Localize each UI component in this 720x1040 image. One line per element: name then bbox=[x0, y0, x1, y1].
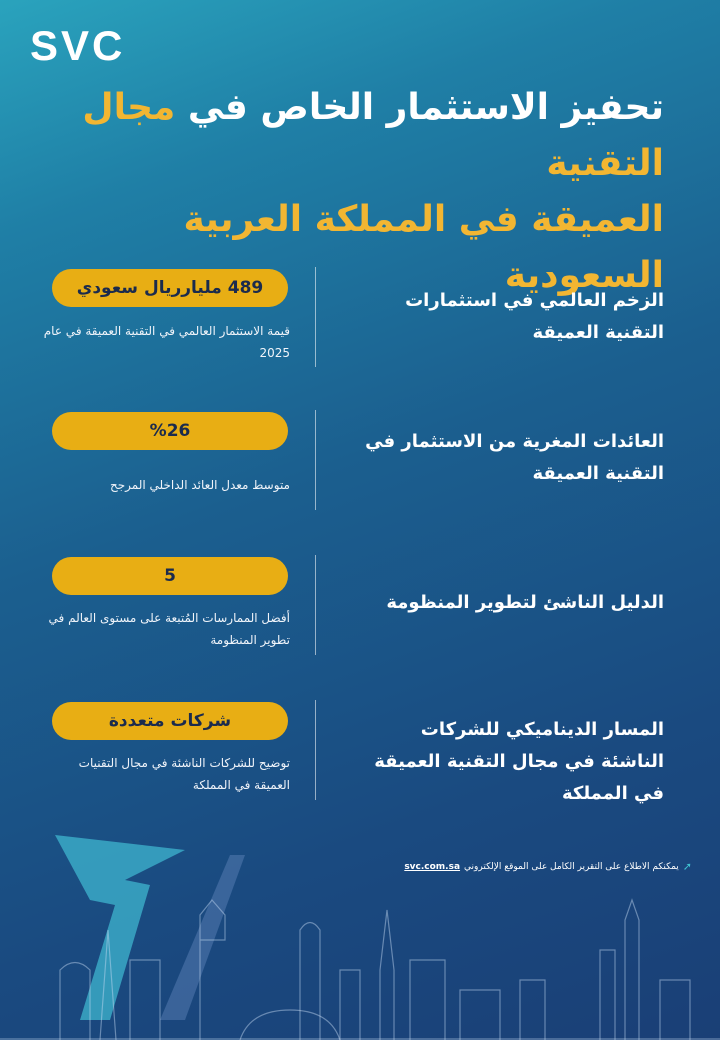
value-pill: %26 bbox=[52, 412, 288, 450]
row-divider bbox=[315, 267, 316, 367]
stat-row-2 bbox=[0, 410, 720, 510]
row-divider bbox=[315, 700, 316, 800]
row-description: توضيح للشركات الناشئة في مجال التقنيات العميقة في المملكة bbox=[78, 756, 290, 792]
row-divider bbox=[315, 410, 316, 510]
value-pill: 5 bbox=[52, 557, 288, 595]
row-description: متوسط معدل العائد الداخلي المرجح bbox=[110, 478, 290, 492]
stat-row-4 bbox=[0, 700, 720, 804]
row-title: المسار الديناميكي للشركات الناشئة في مجال التقنية العميقة في المملكة bbox=[374, 719, 664, 804]
skyline-illustration bbox=[0, 820, 720, 1040]
row-divider bbox=[315, 555, 316, 655]
check-emblem-shape bbox=[55, 835, 185, 1020]
value-pill: شركات متعددة bbox=[52, 702, 288, 740]
title-line-1 bbox=[44, 80, 664, 192]
row-description: قيمة الاستثمار العالمي في التقنية العميقة في عام 2025 bbox=[43, 324, 290, 360]
title-line-2: العميقة في المملكة العربية السعودية bbox=[183, 199, 664, 296]
row-title: الزخم العالمي في استثمارات التقنية العميقة bbox=[405, 290, 664, 343]
title-part-gold: مجال التقنية bbox=[82, 87, 664, 184]
check-stroke-shape bbox=[160, 855, 245, 1020]
value-pill: 489 مليارريال سعودي bbox=[52, 269, 288, 307]
svc-logo: SVC bbox=[30, 22, 126, 69]
row-title: الدليل الناشئ لتطوير المنظومة bbox=[386, 592, 664, 613]
website-link[interactable]: svc.com.sa bbox=[404, 861, 461, 872]
row-title: العائدات المغرية من الاستثمار في التقنية العميقة bbox=[365, 431, 664, 484]
arrow-icon: ➚ bbox=[682, 860, 692, 873]
row-description: أفضل الممارسات المُتبعة على مستوى العالم في تطوير المنظومة bbox=[48, 611, 290, 647]
stat-row-3 bbox=[0, 555, 720, 655]
title-part-white: تحفيز الاستثمار الخاص في bbox=[187, 87, 664, 128]
footer-note-text: يمكنكم الاطلاع على التقرير الكامل على الموقع الإلكتروني bbox=[464, 861, 679, 872]
stat-row-1 bbox=[0, 267, 720, 367]
